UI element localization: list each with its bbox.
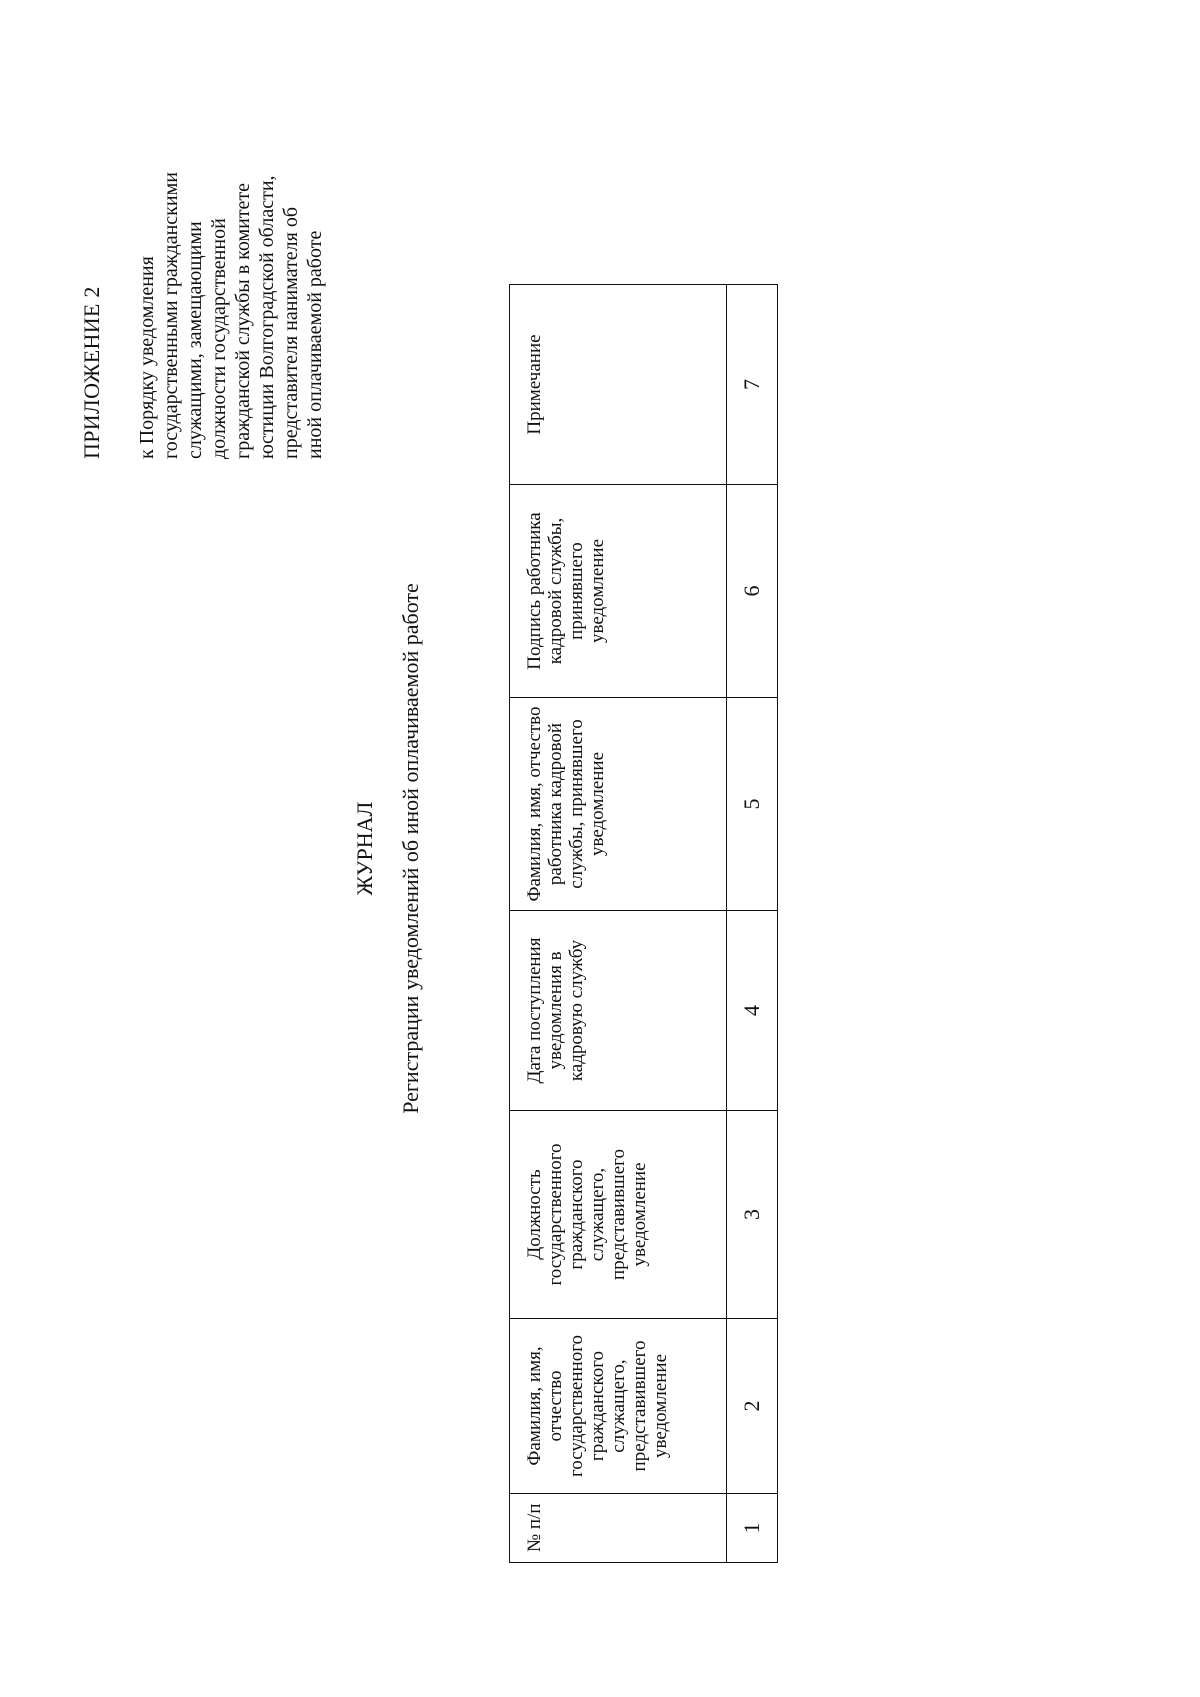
journal-title: ЖУРНАЛ <box>352 801 377 896</box>
column-number: 7 <box>727 285 778 485</box>
table-header-row <box>510 285 727 1563</box>
appendix-line: иной оплачиваемой работе <box>304 230 326 459</box>
journal-subtitle: Регистрации уведомлений об иной оплачиваемой работе <box>398 583 423 1114</box>
appendix-line: государственными гражданскими <box>160 172 182 459</box>
appendix-line: представителя нанимателя об <box>280 206 302 459</box>
appendix-line: служащими, замещающими <box>184 221 206 459</box>
column-number: 1 <box>727 1494 778 1563</box>
header-servant-name: Фамилия, имя, отчество государственного гражданского служащего, представившего уведомление <box>510 1319 727 1494</box>
header-servant-position: Должность государственного гражданского служащего, представившего уведомление <box>510 1111 727 1319</box>
column-number: 5 <box>727 698 778 911</box>
appendix-line: юстиции Волгоградской области, <box>256 175 278 459</box>
appendix-line: к Порядку уведомления <box>136 256 158 459</box>
table-number-row <box>727 285 778 1563</box>
appendix-title: ПРИЛОЖЕНИЕ 2 <box>79 286 104 459</box>
header-hr-employee-name: Фамилия, имя, отчество работника кадровой службы, принявшего уведомление <box>510 698 727 911</box>
header-hr-employee-signature: Подпись работника кадровой службы, принявшего уведомление <box>510 485 727 698</box>
header-number: № п/п <box>510 1494 727 1563</box>
column-number: 3 <box>727 1111 778 1319</box>
appendix-line: должности государственной <box>208 218 230 459</box>
header-receipt-date: Дата поступления уведомления в кадровую службу <box>510 911 727 1111</box>
column-number: 4 <box>727 911 778 1111</box>
column-number: 2 <box>727 1319 778 1494</box>
column-number: 6 <box>727 485 778 698</box>
header-note: Примечание <box>510 285 727 485</box>
appendix-line: гражданской службы в комитете <box>232 182 254 459</box>
appendix-text <box>135 4 327 459</box>
registration-table <box>509 284 778 1563</box>
